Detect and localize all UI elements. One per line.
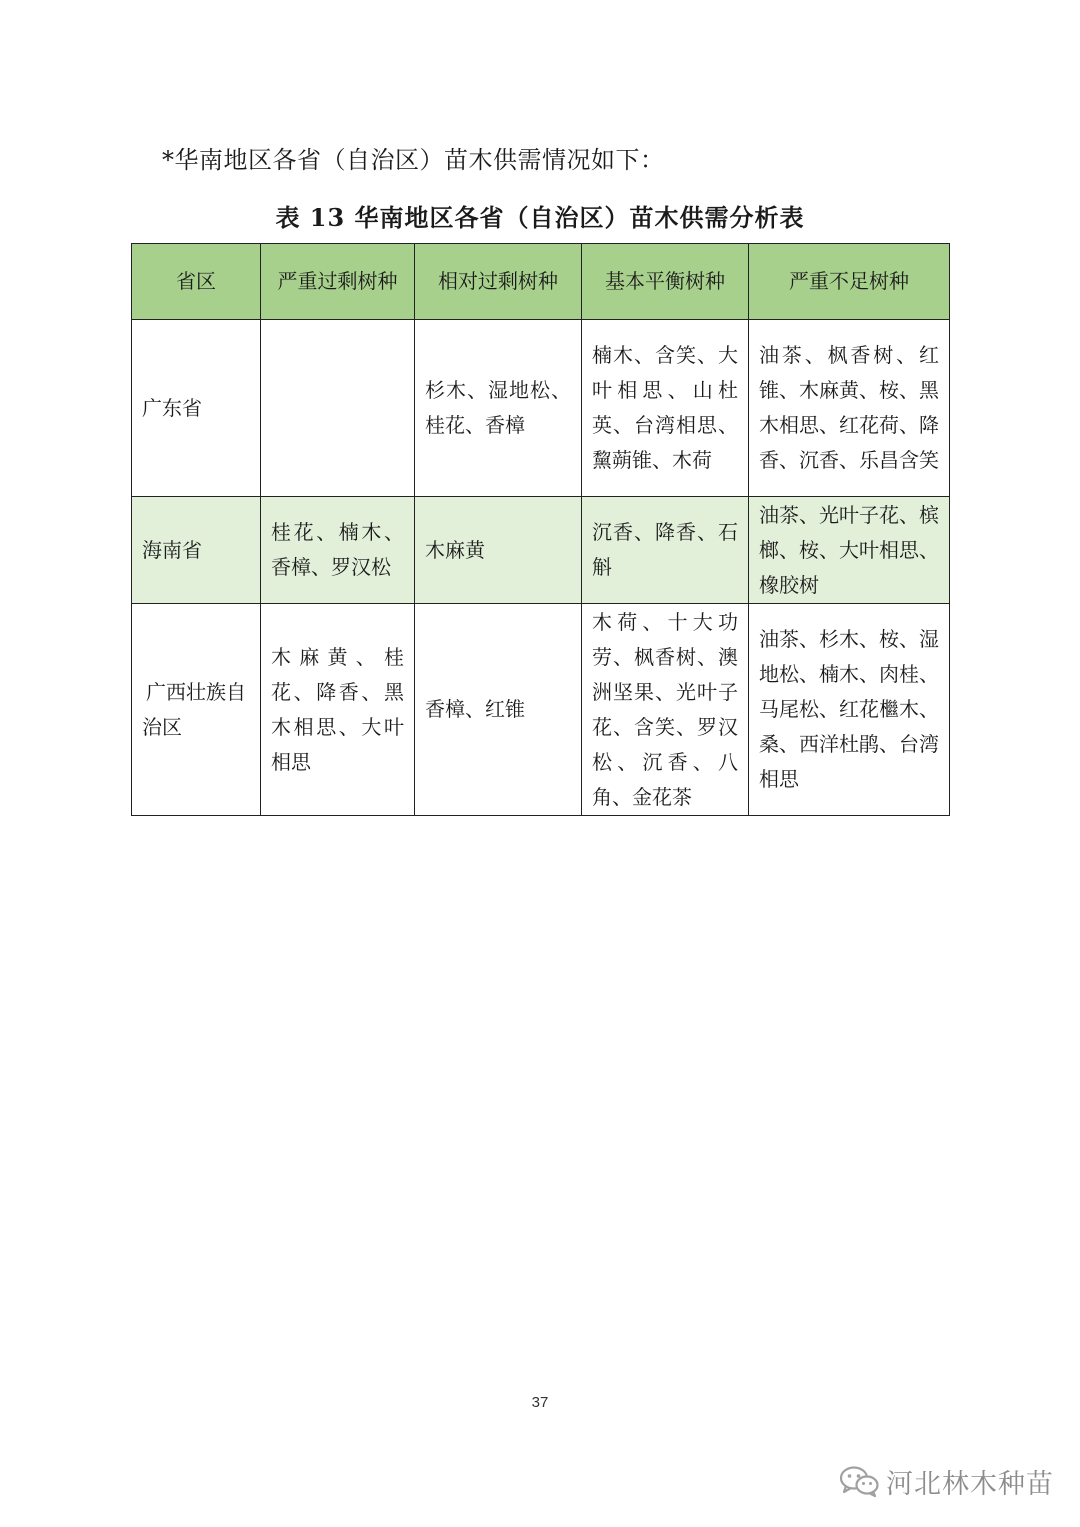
watermark-text: 河北林木种苗	[886, 1468, 1054, 1500]
table-row	[132, 320, 950, 497]
header-province: 省区	[132, 244, 261, 320]
header-severe-surplus: 严重过剩树种	[261, 244, 415, 320]
wechat-icon	[838, 1464, 880, 1498]
cell-balanced: 沉香、降香、石斛	[582, 497, 749, 604]
cell-province: 海南省	[132, 497, 261, 604]
table-header-row	[132, 244, 950, 320]
cell-severe-surplus	[261, 320, 415, 497]
header-severe-shortage: 严重不足树种	[749, 244, 950, 320]
cell-relative-surplus: 香樟、红锥	[415, 604, 582, 816]
header-balanced: 基本平衡树种	[582, 244, 749, 320]
cell-severe-shortage: 油茶、枫香树、红锥、木麻黄、桉、黑木相思、红花荷、降香、沉香、乐昌含笑	[749, 320, 950, 497]
cell-balanced: 木荷、十大功劳、枫香树、澳洲坚果、光叶子花、含笑、罗汉松、沉香、八角、金花茶	[582, 604, 749, 816]
cell-province: 广东省	[132, 320, 261, 497]
cell-province: 广西壮族自治区	[132, 604, 261, 816]
cell-relative-surplus: 木麻黄	[415, 497, 582, 604]
table-row	[132, 604, 950, 816]
cell-severe-shortage: 油茶、光叶子花、槟榔、桉、大叶相思、橡胶树	[749, 497, 950, 604]
cell-severe-surplus: 木麻黄、桂花、降香、黑木相思、大叶相思	[261, 604, 415, 816]
header-relative-surplus: 相对过剩树种	[415, 244, 582, 320]
cell-severe-shortage: 油茶、杉木、桉、湿地松、楠木、肉桂、马尾松、红花檵木、桑、西洋杜鹃、台湾相思	[749, 604, 950, 816]
table-row	[132, 497, 950, 604]
cell-severe-surplus: 桂花、楠木、香樟、罗汉松	[261, 497, 415, 604]
intro-text: *华南地区各省（自治区）苗木供需情况如下：	[162, 146, 665, 174]
page-number: 37	[531, 1394, 549, 1411]
cell-balanced: 楠木、含笑、大叶相思、山杜英、台湾相思、黧蒴锥、木荷	[582, 320, 749, 497]
table-caption: 表 13 华南地区各省（自治区）苗木供需分析表	[275, 203, 805, 232]
watermark	[838, 1460, 1054, 1502]
supply-demand-table	[131, 243, 950, 816]
cell-relative-surplus: 杉木、湿地松、桂花、香樟	[415, 320, 582, 497]
